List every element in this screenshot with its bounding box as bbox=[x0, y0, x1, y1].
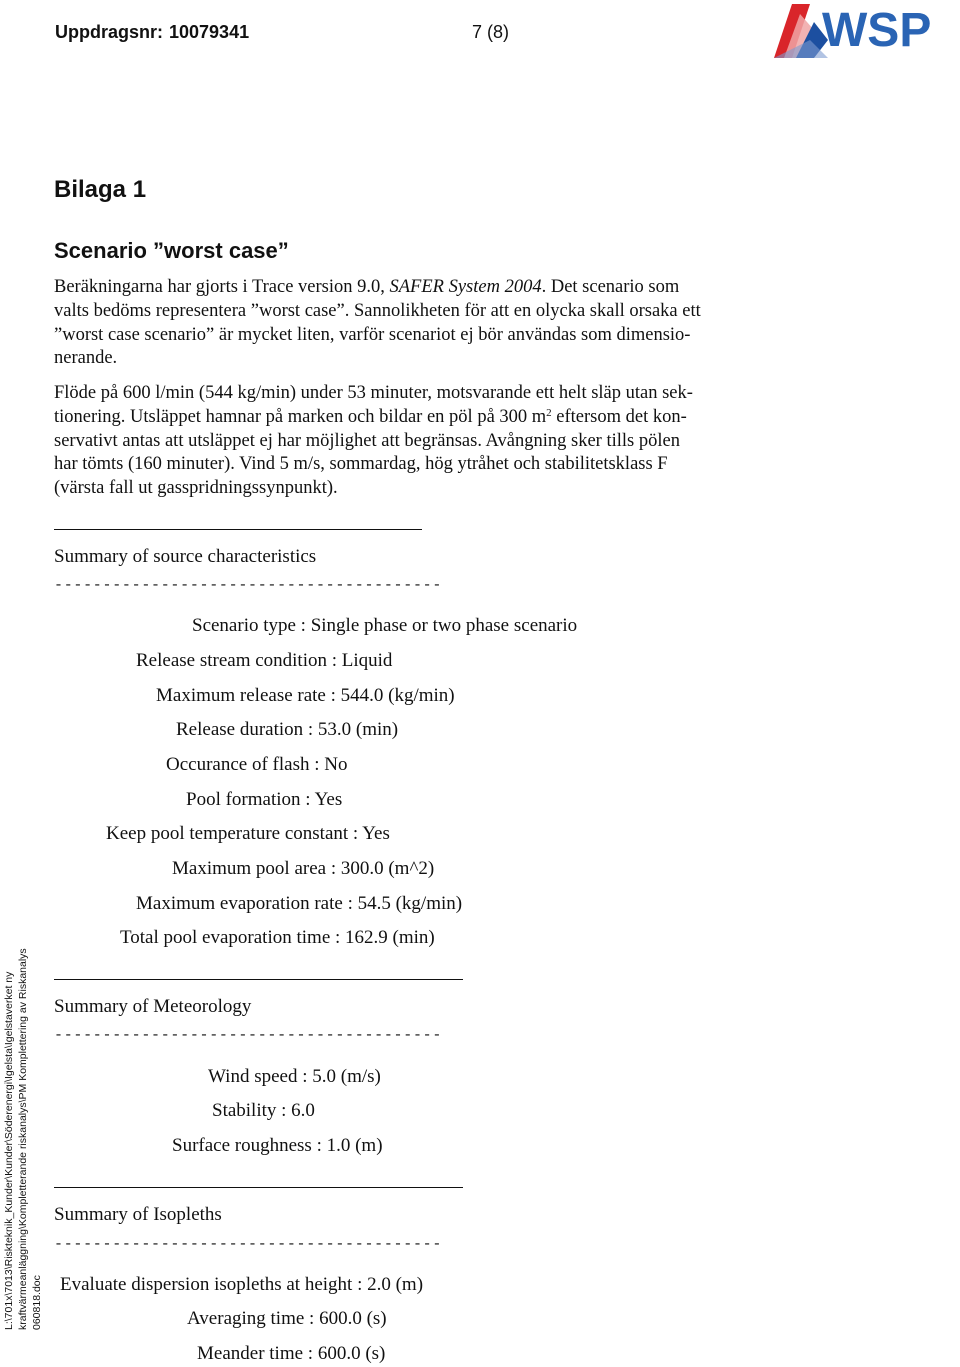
paragraph-line: Flöde på 600 l/min (544 kg/min) under 53 minuter, motsvarande ett helt släp utan sek- bbox=[54, 383, 693, 403]
superscript: 2 bbox=[546, 406, 552, 419]
page-number: 7 (8) bbox=[472, 22, 510, 42]
paragraph-line: valts bedöms representera ”worst case”. Sannolikheten för att en olycka skall orsaka ett bbox=[54, 300, 701, 321]
logo-text: WSP bbox=[822, 4, 932, 57]
dashed-divider: ---------------------------------------- bbox=[54, 1236, 443, 1253]
file-path bbox=[2, 948, 44, 1330]
meteorology-section-title: Summary of Meteorology bbox=[54, 996, 252, 1017]
source-item: Pool formation : Yes bbox=[186, 789, 343, 810]
annex-title: Bilaga 1 bbox=[54, 176, 147, 203]
source-section-title: Summary of source characteristics bbox=[54, 546, 317, 567]
paragraph-line: servativt antas att utsläppet ej har möjlighet att begränsas. Avångning sker tills pölen bbox=[54, 430, 680, 451]
software-name: SAFER System 2004 bbox=[389, 277, 542, 297]
text-span: Beräkningarna har gjorts i Trace version 9.0, bbox=[54, 277, 390, 297]
text-span: . Det scenario som bbox=[541, 277, 680, 297]
scenario-heading: Scenario ”worst case” bbox=[54, 238, 289, 263]
flow-paragraph bbox=[54, 382, 774, 501]
section-divider bbox=[54, 979, 463, 980]
dashed-divider: ---------------------------------------- bbox=[54, 1027, 443, 1044]
file-path-line: L:\701x\7013\Riskteknik_Kunder\Kunder\Söderenergi\Igelsta\Igelstaverket ny bbox=[3, 971, 15, 1330]
logo-mark-icon bbox=[774, 4, 828, 58]
text-span: tionering. Utsläppet hamnar på marken och bildar en pöl på 300 m bbox=[54, 406, 547, 427]
file-path-line: 060818.doc bbox=[31, 1275, 43, 1330]
source-item: Maximum release rate : 544.0 (kg/min) bbox=[156, 685, 455, 706]
section-divider bbox=[54, 529, 422, 530]
assignment-number: 10079341 bbox=[169, 22, 250, 42]
meteorology-item: Stability : 6.0 bbox=[212, 1100, 315, 1121]
assignment-label: Uppdragsnr: bbox=[55, 22, 163, 42]
source-item: Occurance of flash : No bbox=[166, 754, 348, 775]
isopleths-section-title: Summary of Isopleths bbox=[54, 1204, 222, 1225]
source-item: Maximum pool area : 300.0 (m^2) bbox=[172, 858, 435, 879]
source-item: Release duration : 53.0 (min) bbox=[176, 719, 399, 740]
paragraph-line: har tömts (160 minuter). Vind 5 m/s, sommardag, hög ytråhet och stabilitetsklass F bbox=[54, 454, 668, 475]
meteorology-item: Surface roughness : 1.0 (m) bbox=[172, 1135, 383, 1156]
source-item: Total pool evaporation time : 162.9 (min) bbox=[120, 927, 435, 948]
paragraph-line bbox=[54, 276, 774, 300]
source-item: Release stream condition : Liquid bbox=[136, 650, 393, 671]
paragraph-line bbox=[54, 406, 774, 430]
intro-paragraph bbox=[54, 276, 774, 371]
source-item: Maximum evaporation rate : 54.5 (kg/min) bbox=[136, 893, 463, 914]
file-path-line: kraftvärmeanläggning\Kompletterande riskanalys\PM Komplettering av Riskanalys bbox=[17, 948, 29, 1330]
meteorology-item: Wind speed : 5.0 (m/s) bbox=[208, 1066, 381, 1087]
source-item: Scenario type : Single phase or two phase scenario bbox=[192, 615, 578, 636]
isopleths-item: Evaluate dispersion isopleths at height : 2.0 (m) bbox=[60, 1274, 424, 1295]
section-divider bbox=[54, 1187, 463, 1188]
dashed-divider: ---------------------------------------- bbox=[54, 577, 443, 594]
paragraph-line: (värsta fall ut gasspridningssynpunkt). bbox=[54, 478, 338, 499]
isopleths-item: Meander time : 600.0 (s) bbox=[197, 1343, 386, 1364]
isopleths-item: Averaging time : 600.0 (s) bbox=[187, 1308, 387, 1329]
wsp-logo bbox=[770, 0, 960, 62]
paragraph-line: nerande. bbox=[54, 348, 118, 369]
paragraph-line: ”worst case scenario” är mycket liten, varför scenariot ej bör användas som dimensio- bbox=[54, 324, 691, 345]
assignment-number-label bbox=[55, 22, 249, 43]
text-span: eftersom det kon- bbox=[551, 406, 687, 427]
source-item: Keep pool temperature constant : Yes bbox=[106, 823, 390, 844]
